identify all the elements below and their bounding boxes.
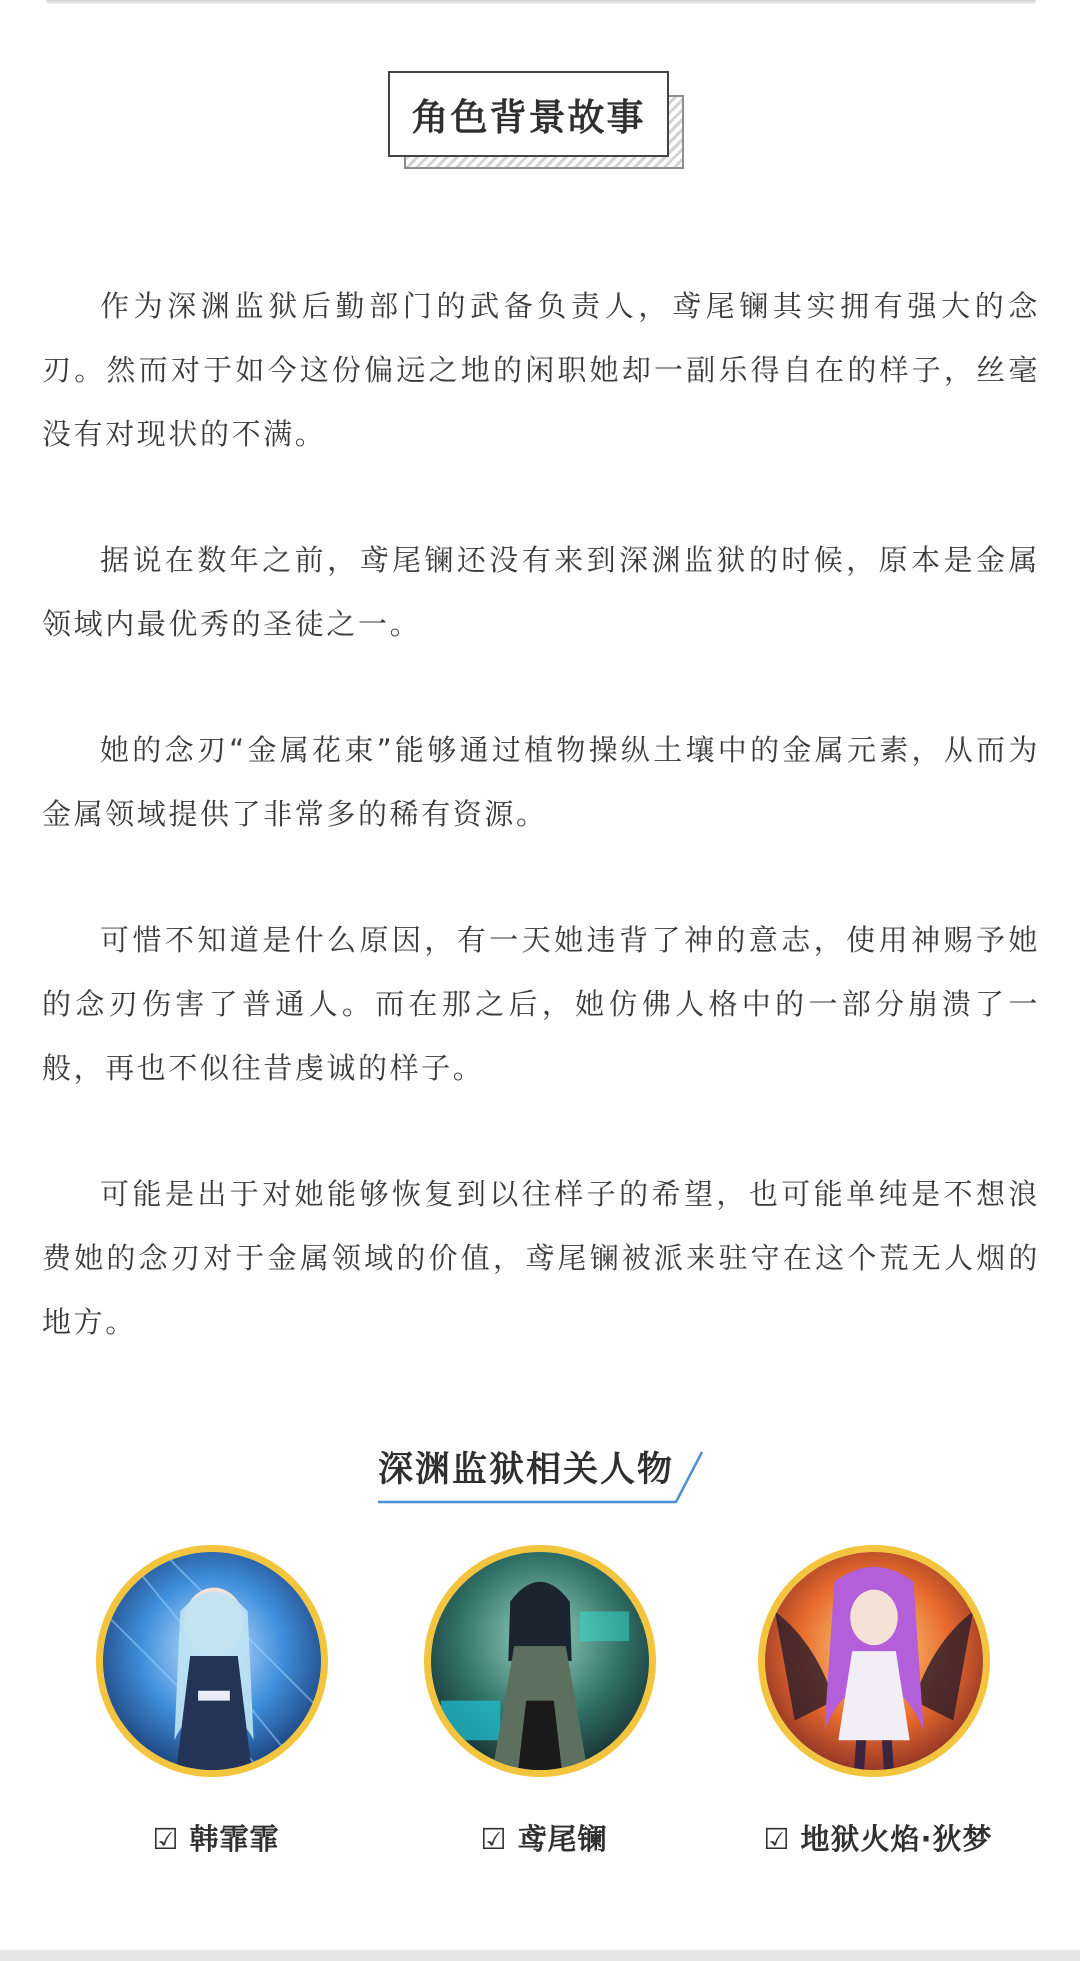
story-paragraph-5: 可能是出于对她能够恢复到以往样子的希望，也可能单纯是不想浪费她的念刃对于金属领域的价值，鸢尾镧被派来驻守在这个荒无人烟的地方。 <box>42 1177 1040 1339</box>
character-name-3[interactable] <box>728 1817 1028 1858</box>
avatar[interactable] <box>424 1545 656 1777</box>
avatar[interactable] <box>96 1545 328 1777</box>
checkbox-icon: ☑ <box>480 1822 508 1856</box>
story-text <box>42 274 1040 1416</box>
character-name-2[interactable] <box>394 1817 694 1858</box>
section-title: 角色背景故事 <box>388 71 669 157</box>
top-divider-shadow <box>46 0 1036 4</box>
checkbox-icon: ☑ <box>763 1822 791 1856</box>
character-portrait-purple-icon <box>765 1552 983 1770</box>
character-label: 地狱火焰·狄梦 <box>800 1822 993 1856</box>
character-label: 韩霏霏 <box>189 1822 280 1856</box>
related-heading <box>376 1448 706 1506</box>
character-name-1[interactable] <box>66 1817 366 1858</box>
story-paragraph-3: 她的念刃“金属花束”能够通过植物操纵土壤中的金属元素，从而为金属领域提供了非常多的稀有资源。 <box>42 733 1040 831</box>
character-label: 鸢尾镧 <box>517 1822 608 1856</box>
bottom-bar <box>0 1950 1080 1961</box>
story-paragraph-1: 作为深渊监狱后勤部门的武备负责人，鸢尾镧其实拥有强大的念刃。然而对于如今这份偏远之地的闲职她却一副乐得自在的样子，丝毫没有对现状的不满。 <box>42 289 1040 451</box>
story-paragraph-4: 可惜不知道是什么原因，有一天她违背了神的意志，使用神赐予她的念刃伤害了普通人。而在那之后，她仿佛人格中的一部分崩溃了一般，再也不似往昔虔诚的样子。 <box>42 923 1040 1085</box>
character-portrait-blue-icon <box>103 1552 321 1770</box>
checkbox-icon: ☑ <box>152 1822 180 1856</box>
avatar[interactable] <box>758 1545 990 1777</box>
related-title: 深渊监狱相关人物 <box>377 1450 674 1490</box>
character-portrait-green-icon <box>431 1552 649 1770</box>
story-paragraph-2: 据说在数年之前，鸢尾镧还没有来到深渊监狱的时候，原本是金属领域内最优秀的圣徒之一。 <box>42 543 1040 641</box>
section-title-badge <box>388 71 688 175</box>
